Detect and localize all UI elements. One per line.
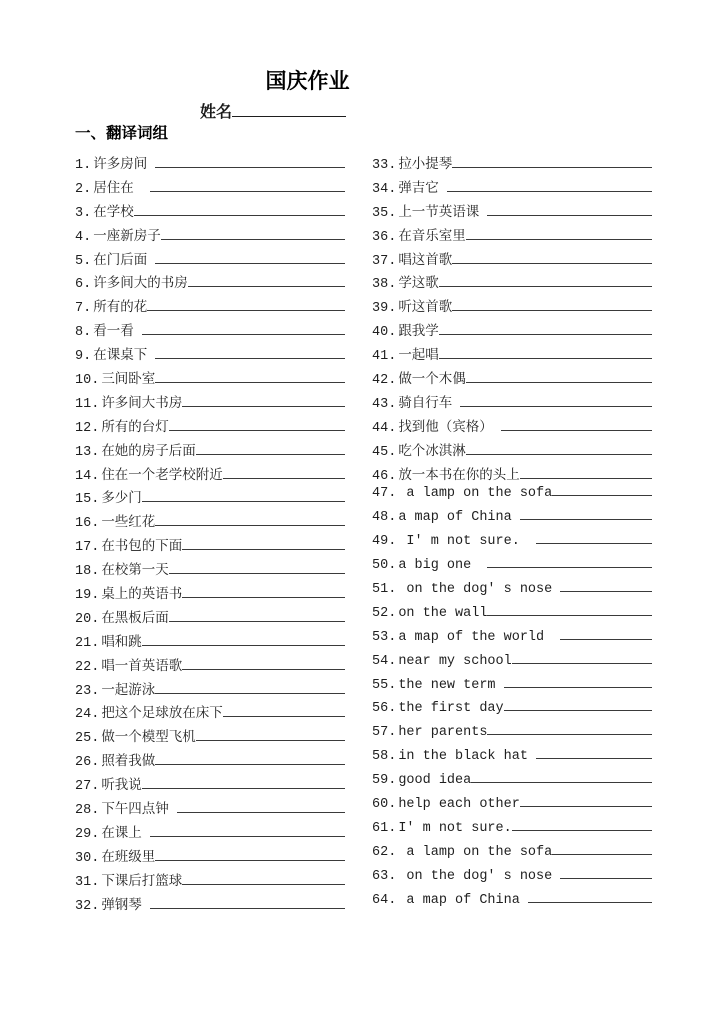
worksheet-item: [372, 319, 652, 343]
worksheet-item: [75, 558, 345, 582]
answer-blank-line[interactable]: [552, 853, 652, 855]
answer-blank-line[interactable]: [504, 709, 652, 711]
item-number: 30.: [75, 850, 100, 866]
item-text: 在班级里: [101, 850, 156, 866]
worksheet-item: [372, 415, 652, 439]
item-text: 唱这首歌: [398, 253, 453, 269]
item-number: 49.: [372, 534, 397, 550]
item-number: 58.: [372, 749, 397, 765]
item-number: 17.: [75, 540, 100, 556]
section-heading: 一、翻译词组: [75, 125, 169, 142]
item-text: on the dog' s nose: [398, 868, 561, 884]
item-text: 做一个模型飞机: [101, 731, 196, 747]
item-number: 27.: [75, 779, 100, 795]
worksheet-item: [372, 534, 652, 558]
item-number: 7.: [75, 301, 92, 317]
item-number: 47.: [372, 486, 397, 502]
item-number: 39.: [372, 301, 397, 317]
answer-blank-line[interactable]: [169, 572, 345, 574]
item-number: 56.: [372, 701, 397, 717]
item-number: 16.: [75, 516, 100, 532]
item-number: 33.: [372, 158, 397, 173]
item-text: the first day: [398, 701, 504, 717]
item-text: 在课桌下: [93, 349, 156, 365]
items-column-left: [75, 152, 345, 917]
item-number: 18.: [75, 564, 100, 580]
answer-blank-line[interactable]: [466, 453, 652, 455]
answer-blank-line[interactable]: [560, 877, 652, 879]
worksheet-item: [372, 725, 652, 749]
worksheet-item: [372, 152, 652, 176]
item-text: 住在一个老学校附近: [101, 468, 223, 484]
answer-blank-line[interactable]: [182, 883, 345, 885]
item-text: near my school: [398, 653, 512, 669]
answer-blank-line[interactable]: [512, 662, 652, 664]
worksheet-item: [372, 224, 652, 248]
item-text: 看一看: [93, 325, 142, 341]
answer-blank-line[interactable]: [439, 333, 652, 335]
worksheet-item: [372, 773, 652, 797]
item-number: 19.: [75, 588, 100, 604]
answer-blank-line[interactable]: [536, 757, 652, 759]
item-number: 31.: [75, 874, 100, 890]
answer-blank-line[interactable]: [182, 596, 345, 598]
worksheet-item: [75, 224, 345, 248]
item-number: 26.: [75, 755, 100, 771]
worksheet-item: [372, 558, 652, 582]
worksheet-item: [75, 343, 345, 367]
worksheet-item: [372, 678, 652, 702]
item-number: 5.: [75, 253, 92, 269]
item-text: I' m not sure.: [398, 534, 537, 550]
worksheet-item: [372, 486, 652, 510]
worksheet-item: [75, 271, 345, 295]
item-text: 居住在: [93, 181, 150, 197]
answer-blank-line[interactable]: [520, 477, 652, 479]
item-number: 35.: [372, 205, 397, 221]
answer-blank-line[interactable]: [182, 668, 345, 670]
worksheet-item: [75, 463, 345, 487]
item-text: 拉小提琴: [398, 158, 453, 173]
item-number: 28.: [75, 803, 100, 819]
answer-blank-line[interactable]: [452, 309, 652, 311]
item-number: 11.: [75, 396, 100, 412]
worksheet-item: [372, 701, 652, 725]
worksheet-item: [75, 510, 345, 534]
item-text: the new term: [398, 677, 504, 693]
worksheet-item: [75, 749, 345, 773]
item-text: a big one: [398, 558, 488, 574]
worksheet-item: [372, 295, 652, 319]
answer-blank-line[interactable]: [155, 524, 345, 526]
worksheet-item: [75, 869, 345, 893]
answer-blank-line[interactable]: [155, 763, 345, 765]
worksheet-item: [75, 654, 345, 678]
item-text: 唱一首英语歌: [101, 659, 183, 675]
answer-blank-line[interactable]: [223, 477, 345, 479]
items-columns: [75, 152, 652, 917]
answer-blank-line[interactable]: [560, 638, 652, 640]
item-number: 44.: [372, 420, 397, 436]
answer-blank-line[interactable]: [528, 901, 652, 903]
answer-blank-line[interactable]: [182, 548, 345, 550]
item-number: 59.: [372, 773, 397, 789]
worksheet-item: [372, 797, 652, 821]
item-text: 桌上的英语书: [101, 588, 183, 604]
answer-blank-line[interactable]: [520, 518, 652, 520]
item-number: 3.: [75, 205, 92, 221]
worksheet-item: [372, 869, 652, 893]
item-text: 许多间大书房: [101, 396, 183, 412]
answer-blank-line[interactable]: [452, 262, 652, 264]
item-number: 6.: [75, 277, 92, 293]
item-number: 8.: [75, 325, 92, 341]
answer-blank-line[interactable]: [182, 405, 345, 407]
item-number: 2.: [75, 181, 92, 197]
item-number: 51.: [372, 582, 397, 598]
item-number: 32.: [75, 898, 100, 914]
item-number: 60.: [372, 797, 397, 813]
item-text: 一起唱: [398, 349, 439, 365]
item-text: 上一节英语课: [398, 205, 488, 221]
worksheet-item: [75, 773, 345, 797]
answer-blank-line[interactable]: [487, 214, 652, 216]
item-number: 25.: [75, 731, 100, 747]
item-text: on the dog' s nose: [398, 582, 561, 598]
answer-blank-line[interactable]: [150, 835, 345, 837]
item-text: 多少门: [101, 492, 142, 508]
worksheet-item: [75, 200, 345, 224]
item-number: 62.: [372, 844, 397, 860]
answer-blank-line[interactable]: [155, 262, 345, 264]
worksheet-item: [372, 630, 652, 654]
answer-blank-line[interactable]: [142, 500, 345, 502]
items-column-right: [372, 152, 652, 917]
item-number: 38.: [372, 277, 397, 293]
item-text: 在她的房子后面: [101, 444, 196, 460]
item-text: good idea: [398, 773, 472, 789]
page-title: 国庆作业: [265, 70, 350, 93]
item-number: 41.: [372, 349, 397, 365]
item-text: 听这首歌: [398, 301, 453, 317]
worksheet-item: [75, 821, 345, 845]
item-text: a map of the world: [398, 629, 561, 645]
item-text: 下午四点钟: [101, 803, 177, 819]
item-number: 23.: [75, 683, 100, 699]
answer-blank-line[interactable]: [142, 787, 345, 789]
item-number: 53.: [372, 629, 397, 645]
item-text: 在课上: [101, 826, 150, 842]
answer-blank-line[interactable]: [147, 309, 345, 311]
answer-blank-line[interactable]: [536, 542, 652, 544]
item-number: 34.: [372, 181, 397, 197]
item-number: 45.: [372, 444, 397, 460]
answer-blank-line[interactable]: [439, 285, 652, 287]
item-number: 63.: [372, 868, 397, 884]
item-text: 骑自行车: [398, 396, 461, 412]
item-number: 50.: [372, 558, 397, 574]
item-text: 三间卧室: [101, 373, 156, 389]
answer-blank-line[interactable]: [560, 590, 652, 592]
item-text: 在门后面: [93, 253, 156, 269]
item-number: 10.: [75, 373, 100, 389]
answer-blank-line[interactable]: [447, 190, 652, 192]
worksheet-item: [372, 391, 652, 415]
item-number: 42.: [372, 373, 397, 389]
worksheet-item: [75, 415, 345, 439]
answer-blank-line[interactable]: [177, 811, 345, 813]
item-text: 听我说: [101, 779, 142, 795]
worksheet-item: [75, 486, 345, 510]
answer-blank-line[interactable]: [466, 381, 652, 383]
item-number: 15.: [75, 492, 100, 508]
worksheet-item: [75, 319, 345, 343]
item-number: 37.: [372, 253, 397, 269]
item-text: 一起游泳: [101, 683, 156, 699]
item-text: 许多房间: [93, 158, 156, 173]
item-text: 在校第一天: [101, 564, 169, 580]
worksheet-item: [372, 343, 652, 367]
answer-blank-line[interactable]: [552, 494, 652, 496]
answer-blank-line[interactable]: [169, 429, 345, 431]
worksheet-item: [372, 821, 652, 845]
worksheet-item: [372, 749, 652, 773]
answer-blank-line[interactable]: [466, 238, 652, 240]
answer-blank-line[interactable]: [142, 333, 345, 335]
item-text: 弹钢琴: [101, 898, 150, 914]
answer-blank-line[interactable]: [134, 214, 345, 216]
worksheet-item: [75, 630, 345, 654]
worksheet-item: [75, 295, 345, 319]
item-text: 唱和跳: [101, 635, 142, 651]
answer-blank-line[interactable]: [161, 238, 345, 240]
worksheet-item: [75, 534, 345, 558]
item-number: 48.: [372, 510, 397, 526]
answer-blank-line[interactable]: [439, 357, 652, 359]
answer-blank-line[interactable]: [155, 381, 345, 383]
worksheet-item: [75, 367, 345, 391]
item-text: 在音乐室里: [398, 229, 466, 245]
answer-blank-line[interactable]: [155, 357, 345, 359]
item-text: 做一个木偶: [398, 373, 466, 389]
answer-blank-line[interactable]: [142, 644, 345, 646]
worksheet-item: [372, 200, 652, 224]
item-text: 一座新房子: [93, 229, 161, 245]
answer-blank-line[interactable]: [188, 285, 345, 287]
answer-blank-line[interactable]: [155, 859, 345, 861]
item-text: 在学校: [93, 205, 134, 221]
item-text: 放一本书在你的头上: [398, 468, 520, 484]
item-number: 36.: [372, 229, 397, 245]
item-text: 把这个足球放在床下: [101, 707, 223, 723]
answer-blank-line[interactable]: [223, 715, 345, 717]
worksheet-item: [75, 606, 345, 630]
worksheet-item: [75, 582, 345, 606]
item-text: a lamp on the sofa: [398, 486, 553, 502]
item-number: 40.: [372, 325, 397, 341]
worksheet-item: [372, 367, 652, 391]
answer-blank-line[interactable]: [155, 692, 345, 694]
worksheet-item: [372, 654, 652, 678]
item-number: 57.: [372, 725, 397, 741]
answer-blank-line[interactable]: [150, 907, 345, 909]
item-number: 14.: [75, 468, 100, 484]
item-number: 61.: [372, 820, 397, 836]
item-number: 64.: [372, 892, 397, 908]
item-text: a map of China: [398, 892, 528, 908]
item-number: 52.: [372, 605, 397, 621]
worksheet-item: [372, 271, 652, 295]
item-number: 9.: [75, 349, 92, 365]
item-number: 21.: [75, 635, 100, 651]
worksheet-item: [75, 701, 345, 725]
worksheet-item: [372, 463, 652, 487]
answer-blank-line[interactable]: [155, 166, 345, 168]
item-text: 一些红花: [101, 516, 156, 532]
item-number: 54.: [372, 653, 397, 669]
worksheet-item: [372, 893, 652, 917]
worksheet-item: [75, 725, 345, 749]
answer-blank-line[interactable]: [460, 405, 652, 407]
item-number: 20.: [75, 611, 100, 627]
item-text: 在书包的下面: [101, 540, 183, 556]
item-text: a map of China: [398, 510, 520, 526]
item-text: I' m not sure.: [398, 820, 512, 836]
item-text: in the black hat: [398, 749, 537, 765]
item-text: 跟我学: [398, 325, 439, 341]
worksheet-item: [75, 176, 345, 200]
item-number: 12.: [75, 420, 100, 436]
item-text: 在黑板后面: [101, 611, 169, 627]
worksheet-item: [372, 606, 652, 630]
answer-blank-line[interactable]: [512, 829, 652, 831]
answer-blank-line[interactable]: [452, 166, 652, 168]
name-blank-line[interactable]: [232, 115, 346, 117]
item-text: on the wall: [398, 605, 488, 621]
item-text: her parents: [398, 725, 488, 741]
worksheet-item: [75, 439, 345, 463]
worksheet-item: [372, 248, 652, 272]
item-text: 下课后打篮球: [101, 874, 183, 890]
name-label: 姓名: [200, 104, 233, 121]
worksheet-item: [372, 439, 652, 463]
worksheet-item: [75, 152, 345, 176]
item-text: help each other: [398, 797, 520, 813]
item-text: 吃个冰淇淋: [398, 444, 466, 460]
answer-blank-line[interactable]: [471, 781, 652, 783]
item-text: 照着我做: [101, 755, 156, 771]
answer-blank-line[interactable]: [169, 620, 345, 622]
item-number: 1.: [75, 158, 92, 173]
item-text: 学这歌: [398, 277, 439, 293]
item-number: 46.: [372, 468, 397, 484]
worksheet-item: [372, 176, 652, 200]
worksheet-item: [372, 845, 652, 869]
answer-blank-line[interactable]: [501, 429, 652, 431]
answer-blank-line[interactable]: [487, 614, 652, 616]
worksheet-item: [75, 678, 345, 702]
worksheet-item: [75, 845, 345, 869]
item-number: 24.: [75, 707, 100, 723]
worksheet-item: [372, 582, 652, 606]
item-number: 29.: [75, 826, 100, 842]
item-number: 13.: [75, 444, 100, 460]
worksheet-item: [372, 510, 652, 534]
answer-blank-line[interactable]: [196, 739, 345, 741]
worksheet-item: [75, 893, 345, 917]
worksheet-item: [75, 797, 345, 821]
worksheet-item: [75, 248, 345, 272]
answer-blank-line[interactable]: [150, 190, 345, 192]
name-row: [200, 99, 346, 123]
answer-blank-line[interactable]: [487, 566, 652, 568]
answer-blank-line[interactable]: [196, 453, 345, 455]
item-text: 找到他（宾格）: [398, 420, 501, 436]
item-text: 所有的台灯: [101, 420, 169, 436]
item-text: a lamp on the sofa: [398, 844, 553, 860]
worksheet-item: [75, 391, 345, 415]
item-number: 43.: [372, 396, 397, 412]
item-text: 所有的花: [93, 301, 148, 317]
item-number: 55.: [372, 677, 397, 693]
item-number: 4.: [75, 229, 92, 245]
answer-blank-line[interactable]: [487, 733, 652, 735]
answer-blank-line[interactable]: [504, 686, 652, 688]
item-text: 许多间大的书房: [93, 277, 188, 293]
item-number: 22.: [75, 659, 100, 675]
item-text: 弹吉它: [398, 181, 447, 197]
answer-blank-line[interactable]: [520, 805, 652, 807]
